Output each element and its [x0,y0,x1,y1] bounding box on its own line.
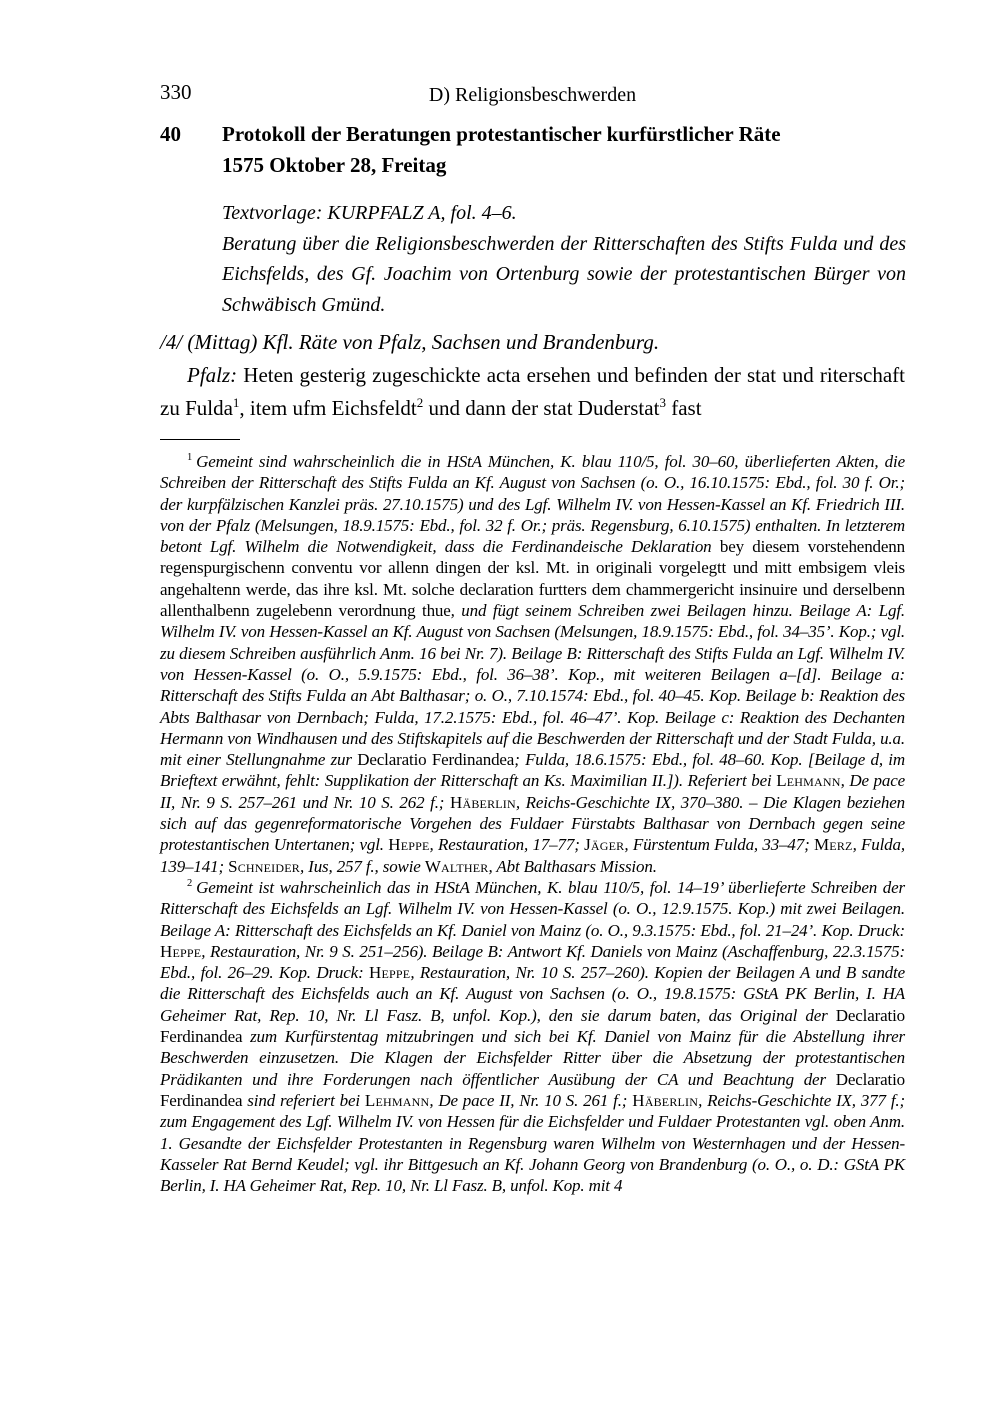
footnote-2 [160,877,905,1196]
source-block [222,198,906,320]
footnote-separator-rule [160,439,240,440]
footnote-1-text: Gemeint sind wahrscheinlich die in HStA München, K. blau 110/5, fol. 30–60, überlieferten Akten, die Schreiben der Ritterschaft des Stifts Fulda an Kf. August von Sachsen (o. O., 16.10.1575: Ebd., fol. 30 f. Or.; der kurpfälzischen Kanzlei präs. 27.10.1575) und des Lgf. Wilhelm IV. von Hessen-Kassel an Kf. Friedrich III. von der Pfalz (Melsungen, 18.9.1575: Ebd., fol. 32 f. Or.; präs. Regensburg, 6.10.1575) enthalten. In letzterem betont Lgf. Wilhelm die Notwendigkeit, dass die Ferdinandeische Deklaration bey diesem vorstehendenn regenspurgischenn conventu vor allenn dingen der ksl. Mt. in originali vorgelegtt und mitt embsigem vleis angehaltenn werde, das ihre ksl. Mt. solche declaration furtters dem chammergericht insinuire und derselbenn allenthalbenn zugelebenn verordnung thue, und fügt seinem Schreiben zwei Beilagen hinzu. Beilage A: Lgf. Wilhelm IV. von Hessen-Kassel an Kf. August von Sachsen (Melsungen, 18.9.1575: Ebd., fol. 34–35’. Kop.; vgl. zu diesem Schreiben ausführlich Anm. 16 bei Nr. 7). Beilage B: Ritterschaft des Stifts Fulda an Lgf. Wilhelm IV. von Hessen-Kassel (o. O., 5.9.1575: Ebd., fol. 36–38’. Kop., mit weiteren Beilagen a–[d]. Beilage a: Ritterschaft des Stifts Fulda an Abt Balthasar; o. O., 7.10.1574: Ebd., fol. 40–45. Kop. Beilage b: Reaktion des Abts Balthasar von Dernbach; Fulda, 17.2.1575: Ebd., fol. 46–47’. Kop. Beilage c: Reaktion des Dechanten Hermann von Windhausen und des Stiftskapitels auf die Beschwerden der Ritterschaft und der Stadt Fulda, u.a. mit einer Stellungnahme zur Declaratio Ferdinandea; Fulda, 18.6.1575: Ebd., fol. 48–60. Kop. [Beilage d, im Brieftext erwähnt, fehlt: Supplikation der Ritterschaft an Ks. Maximilian II.]). Referiert bei Lehmann, De pace II, Nr. 9 S. 257–261 und Nr. 10 S. 262 f.; Häberlin, Reichs-Geschichte IX, 370–380. – Die Klagen beziehen sich auf das gegenreformatorische Vorgehen des Fuldaer Fürstabts Balthasar von Dernbach gegen seine protestantischen Untertanen; vgl. Heppe, Restauration, 17–77; Jäger, Fürstentum Fulda, 33–47; Merz, Fulda, 139–141; Schneider, Ius, 257 f., sowie Walther, Abt Balthasars Mission. [160,452,905,876]
footnote-1 [160,451,905,877]
section-number: 40 [160,122,181,146]
section-heading [160,119,905,181]
footnotes-block [160,451,905,1196]
footnote-2-marker: 2 [187,878,193,890]
body-paragraph: Pfalz: Heten gesterig zugeschickte acta ersehen und befinden der stat und riterschaft zu Fulda$^1$, item ufm Eichsfeldt$^2$ und dann der stat Duderstat$^3$ fast [160,363,905,420]
source-description: Beratung über die Religionsbeschwerden der Ritterschaften des Stifts Fulda und des Eichsfelds, des Gf. Joachim von Ortenburg sowie der protestantischen Bürger von Schwäbisch Gmünd. [222,232,906,316]
source-reference: Textvorlage: KURPFALZ A, fol. 4–6. [222,202,517,224]
section-title-line1: Protokoll der Beratungen protestantischer kurfürstlicher Räte [222,122,781,146]
running-head: D) Religionsbeschwerden [428,84,637,106]
body-text [160,326,905,425]
section-title [222,119,905,181]
footnote-1-marker: 1 [187,452,193,464]
section-title-line2: 1575 Oktober 28, Freitag [222,153,447,177]
footnote-2-text: Gemeint ist wahrscheinlich das in HStA München, K. blau 110/5, fol. 14–19’ überlieferte Schreiben der Ritterschaft des Eichsfelds an Lgf. Wilhelm IV. von Hessen-Kassel (o. O., 12.9.1575. Kop.) mit zwei Beilagen. Beilage A: Ritterschaft des Eichsfelds an Kf. Daniel von Mainz (o. O., 9.3.1575: Ebd., fol. 21–24’. Kop. Druck: Heppe, Restauration, Nr. 9 S. 251–256). Beilage B: Antwort Kf. Daniels von Mainz (Aschaffenburg, 22.3.1575: Ebd., fol. 26–29. Kop. Druck: Heppe, Restauration, Nr. 10 S. 257–260). Kopien der Beilagen A und B sandte die Ritterschaft des Eichsfelds auch an Kf. August von Sachsen (o. O., 19.8.1575: GStA PK Berlin, I. HA Geheimer Rat, Rep. 10, Nr. Ll Fasz. B, unfol. Kop.), den sie darum baten, das Original der Declaratio Ferdinandea zum Kurfürstentag mitzubringen und sich bei Kf. Daniel von Mainz für die Abstellung ihrer Beschwerden einzusetzen. Die Klagen der Eichsfelder Ritter über die Absetzung der protestantischen Prädikanten und ihre Forderungen nach öffentlicher Ausübung der CA und Beachtung der Declaratio Ferdinandea sind referiert bei Lehmann, De pace II, Nr. 10 S. 261 f.; Häberlin, Reichs-Geschichte IX, 377 f.; zum Engagement des Lgf. Wilhelm IV. von Hessen für die Eichsfelder und Fuldaer Protestanten vgl. oben Anm. 1. Gesandte der Eichsfelder Protestanten in Regensburg waren Wilhelm von Westernhagen und der Hessen-Kasseler Rat Bernd Keudel; vgl. ihr Bittgesuch an Kf. Johann Georg von Brandenburg (o. O., o. D.: GStA PK Berlin, I. HA Geheimer Rat, Rep. 10, Nr. Ll Fasz. B, unfol. Kop. mit 4 [160,877,905,1196]
body-dateline: /4/ (Mittag) Kfl. Räte von Pfalz, Sachsen und Brandenburg. [160,330,660,354]
page-number: 330 [160,80,192,104]
